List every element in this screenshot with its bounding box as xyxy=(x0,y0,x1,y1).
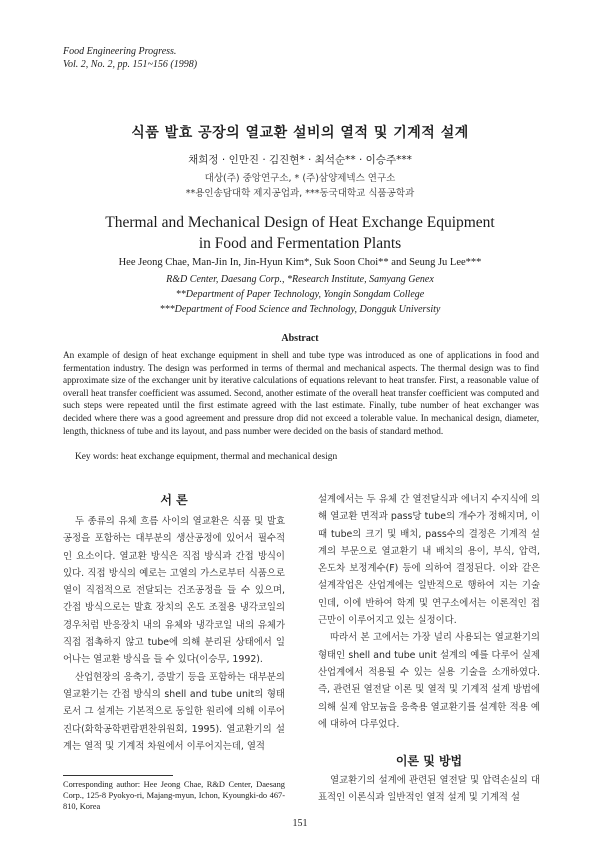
english-title-line-1: Thermal and Mechanical Design of Heat Exchange Equipment xyxy=(105,214,495,231)
korean-authors: 채희정 · 인만진 · 김진현* · 최석순** · 이승주*** xyxy=(188,154,412,166)
left-column xyxy=(63,513,285,755)
methods-column xyxy=(318,772,540,807)
journal-volume: Vol. 2, No. 2, pp. 151~156 (1998) xyxy=(63,59,198,70)
abstract-body: An example of design of heat exchange equipment in shell and tube type was introduced as one of applications in food and fermentation industry. The design was performed in terms of thermal and mechanical aspects. The thermal design was to find approximate size of the exchanger unit by iterative calculations of equations relevant to heat transfer. First, a reasonable value of overall heat transfer coefficient was assumed. Second, another estimate of the overall heat transfer coefficient was computed and such steps were repeated until the first estimate agreed with the last estimate. Finally, tube number of heat exchanger was decided where there was a good agreement and pressure drop did not exceed a tolerable value. In mechanical design, diameter, length, thickness of tube and its layout, and pass number were decided on the basis of standard method. xyxy=(63,350,539,436)
korean-title: 식품 발효 공장의 열교환 설비의 열적 및 기계적 설계 xyxy=(131,125,469,141)
english-title xyxy=(0,212,600,254)
intro-paragraph-4: 따라서 본 고에서는 가장 널리 사용되는 열교환기의 형태인 shell and tube unit 설계의 예를 다루어 실제 산업계에서 적용될 수 있는 실용 기술을 소개하였다. 즉, 관련된 열전달 이론 및 열적 및 기계적 설계 방법에 의해 실제 암모늄을 응축용 열교환기를 설계한 적용 예에 대하여 다루었다. xyxy=(318,632,540,730)
journal-name: Food Engineering Progress. xyxy=(63,46,177,57)
corresponding-author-footnote: Corresponding author: Hee Jeong Chae, R&D Center, Daesang Corp., 125-8 Pyokyo-ri, Majang-myun, Ichon, Kyoungki-do 467-810, Korea xyxy=(63,780,285,811)
methods-paragraph-1: 열교환기의 설계에 관련된 열전달 및 압력손실의 대표적인 이론식과 일반적인 열적 설계 및 기계적 설 xyxy=(318,775,540,804)
intro-paragraph-2: 산업현장의 응축기, 증발기 등을 포함하는 대부분의 열교환기는 간접 방식의 shell and tube unit의 형태로서 그 설계는 기본적으로 동일한 원리에 의해 이루어 진다(화학공학편람편찬위원회, 1995). 열교환기의 설계는 열적 및 기계적 차원에서 이루어지는데, 열적 xyxy=(63,671,285,752)
page-number: 151 xyxy=(292,818,308,829)
english-affiliation-1: R&D Center, Daesang Corp., *Research Institute, Samyang Genex xyxy=(166,274,434,285)
english-title-line-2: in Food and Fermentation Plants xyxy=(198,235,402,252)
keywords: Key words: heat exchange equipment, thermal and mechanical design xyxy=(75,452,338,462)
journal-citation xyxy=(63,45,197,71)
english-affiliation-3: ***Department of Food Science and Technology, Dongguk University xyxy=(159,304,441,315)
right-column xyxy=(318,491,540,733)
footnote-divider xyxy=(63,775,173,776)
intro-heading: 서 론 xyxy=(160,493,188,507)
intro-paragraph-1: 두 종류의 유체 흐름 사이의 열교환은 식품 및 발효 공정을 포함하는 대부분의 생산공정에 있어서 필수적인 요소이다. 열교환 방식은 직접 방식과 간접 방식이 있다. 직접 방식의 예로는 고열의 가스로부터 식품으로 열이 직접적으로 전달되는 건조공정을 들 수 있으며, 간접 방식으로는 발효 장치의 온도 조절용 냉각코일의 경우처럼 반응장치 내의 유체와 냉각코일 내의 유체가 직접 접촉하지 않고 tube에 의해 분리된 상태에서 일어나는 열교환 방식을 들 수 있다(이승무, 1992). xyxy=(63,516,285,666)
methods-heading: 이론 및 방법 xyxy=(395,754,463,768)
abstract-heading: Abstract xyxy=(281,333,319,344)
intro-paragraph-3: 설계에서는 두 유체 간 열전달식과 에너지 수지식에 의해 열교환 면적과 pass당 tube의 개수가 정해지며, 이 때 tube의 크기 및 배치, pass수의 결정은 기계적 설계의 부문으로 열교환기 내 배치의 용이, 부식, 압력, 온도차 보정계수(F) 등에 의하여 결정된다. 이와 같은 설계작업은 산업계에는 일반적으로 행하여 지는 기술인데, 이에 반하여 학계 및 연구소에서는 이론적인 접근만이 이루어지고 있는 실정이다. xyxy=(318,494,540,627)
english-authors: Hee Jeong Chae, Man-Jin In, Jin-Hyun Kim*, Suk Soon Choi** and Seung Ju Lee*** xyxy=(118,257,482,268)
korean-affiliation-2: **용인송담대학 제지공업과, ***동국대학교 식품공학과 xyxy=(185,188,415,199)
korean-affiliation-1: 대상(주) 중앙연구소, * (주)삼양제넥스 연구소 xyxy=(204,173,396,184)
english-affiliation-2: **Department of Paper Technology, Yongin Songdam College xyxy=(175,289,425,300)
